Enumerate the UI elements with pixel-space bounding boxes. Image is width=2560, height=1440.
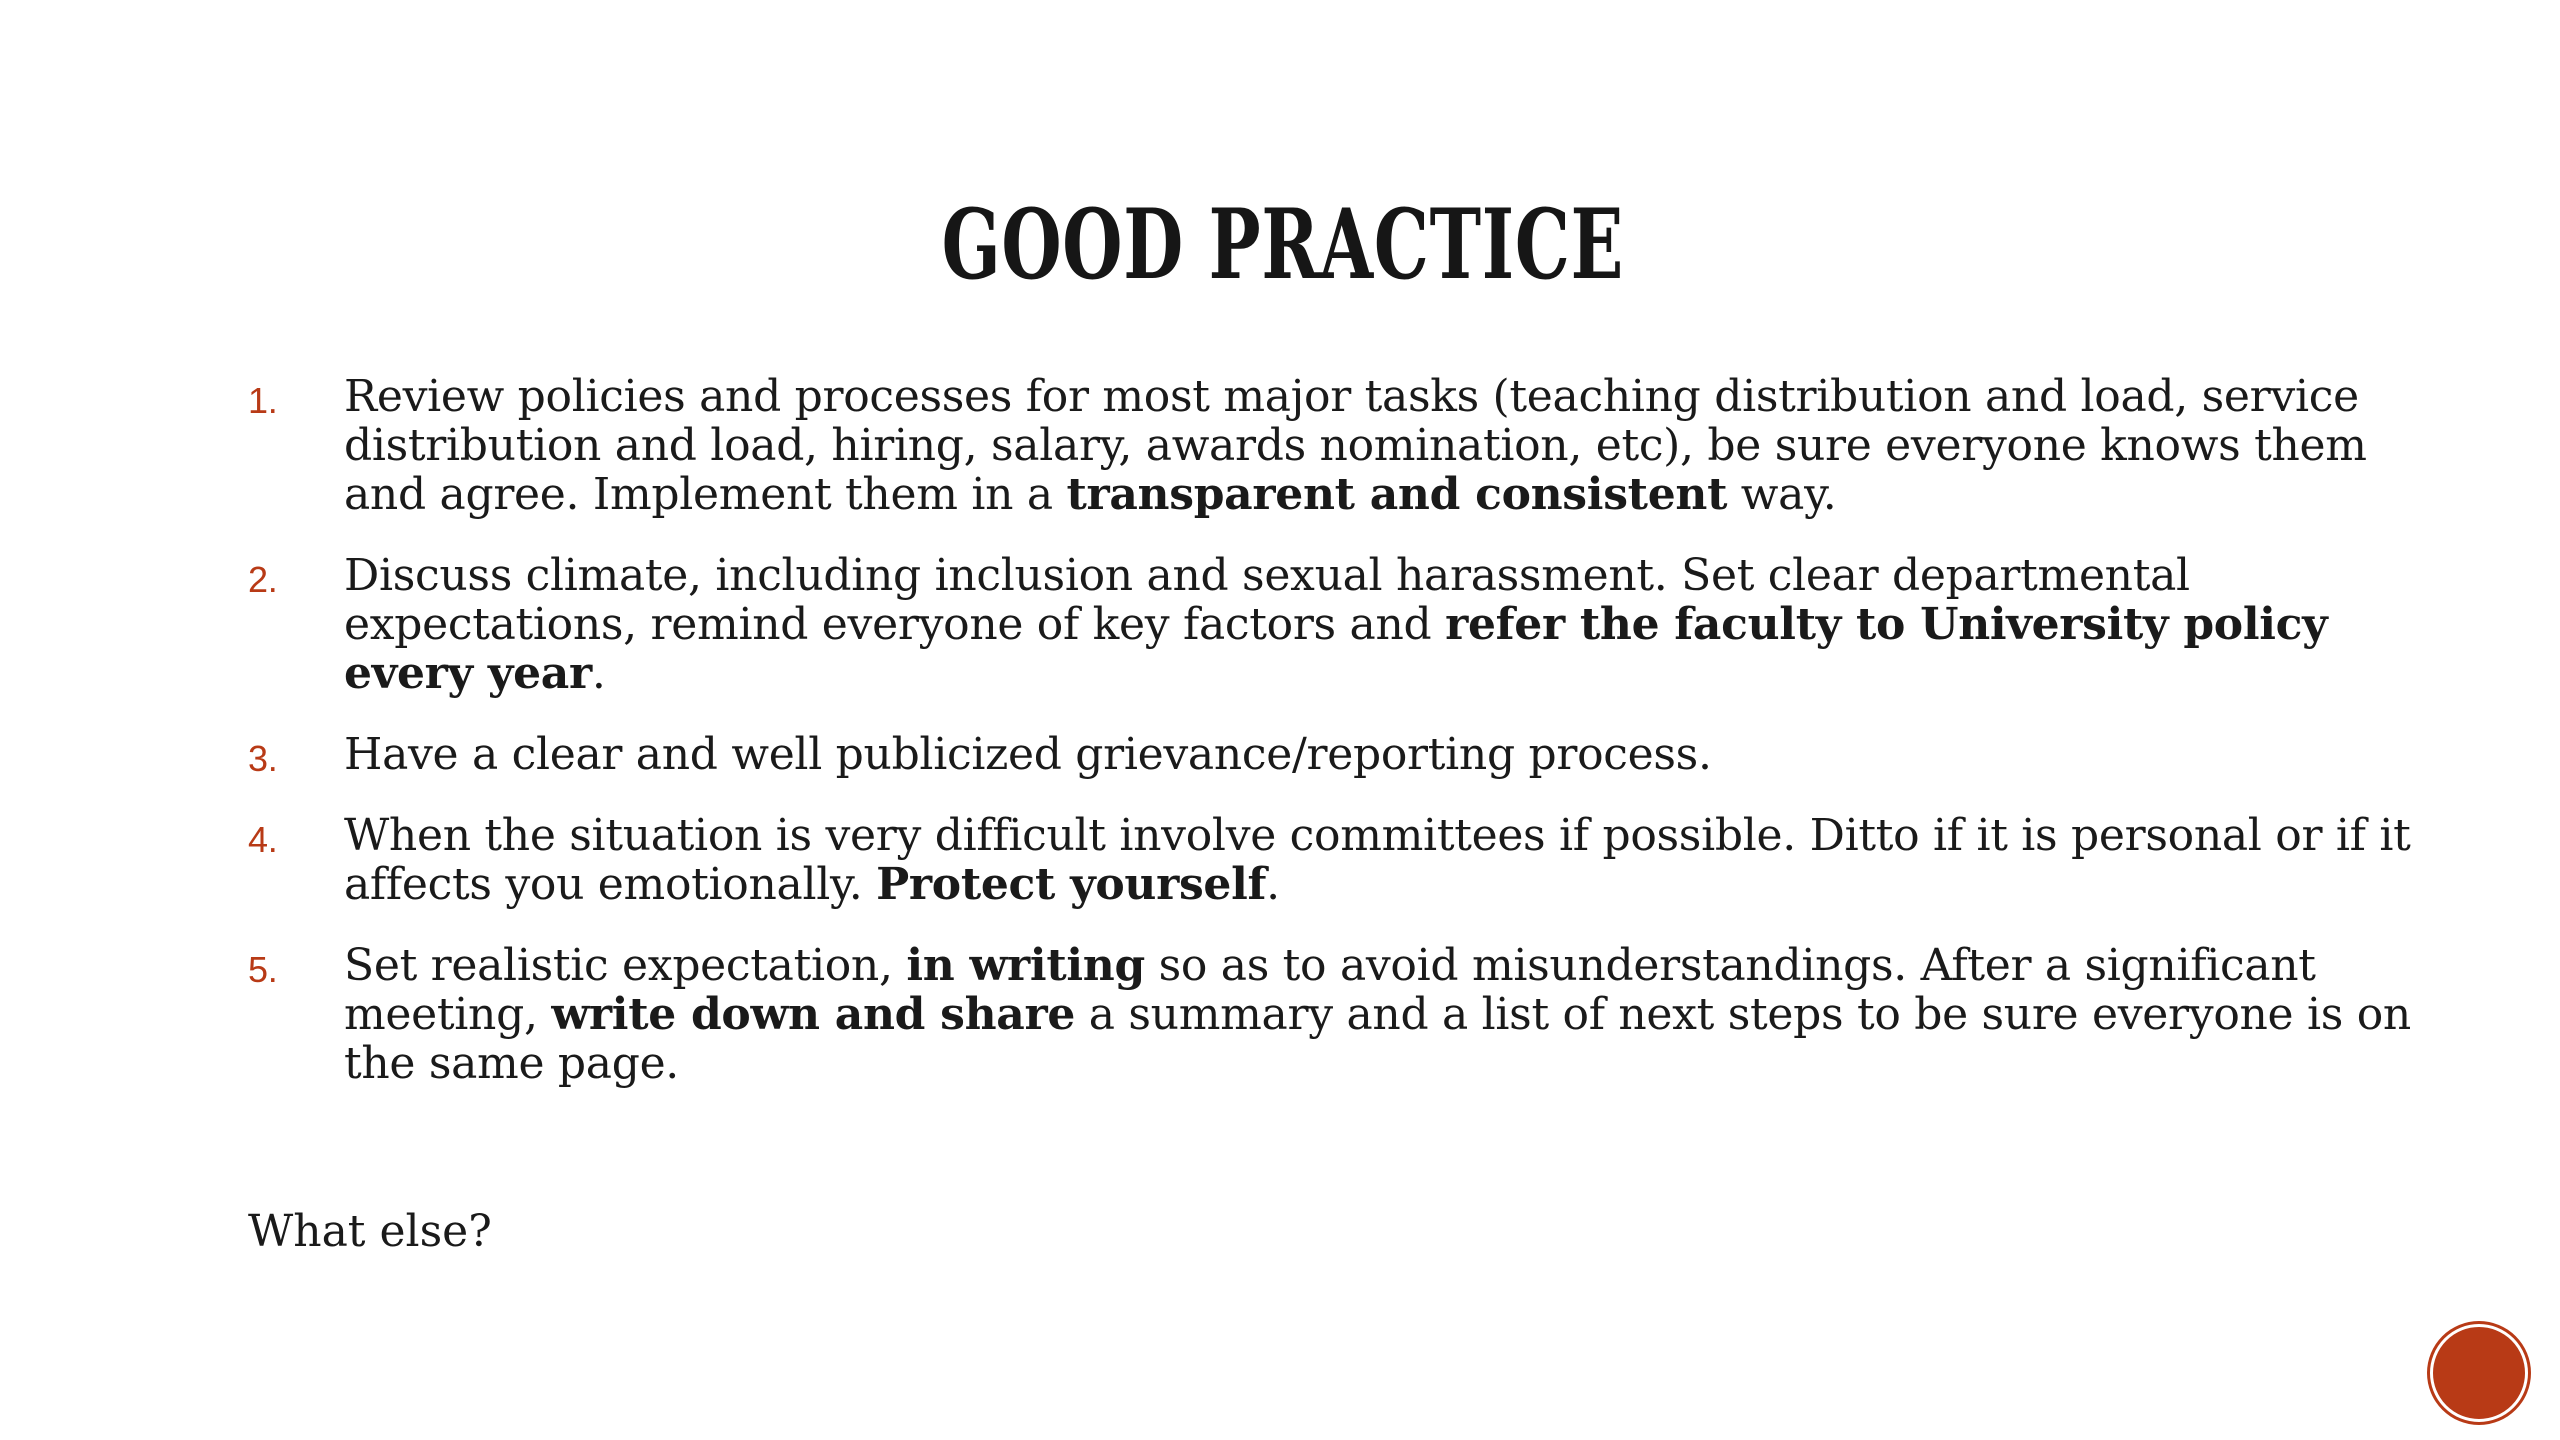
practice-list: [248, 372, 2448, 1120]
list-item: [248, 372, 2448, 519]
list-item-text: When the situation is very difficult involve committees if possible. Ditto if it is personal or if it affects you emotionally. Protect yourself.: [344, 810, 2411, 910]
list-item-text: Review policies and processes for most major tasks (teaching distribution and load, service distribution and load, hiring, salary, awards nomination, etc), be sure everyone knows them and agree. Implement them in a transparent and consistent way.: [344, 371, 2367, 520]
list-item: [248, 941, 2448, 1088]
closing-question: What else?: [248, 1206, 492, 1257]
slide-number-badge: [2430, 1324, 2528, 1422]
list-item: [248, 730, 2448, 779]
list-item-text: Have a clear and well publicized grievance/reporting process.: [344, 729, 1712, 780]
slide-title: GOOD PRACTICE: [941, 188, 1624, 301]
list-item-text: Set realistic expectation, in writing so as to avoid misunderstandings. After a significant meeting, write down and share a summary and a list of next steps to be sure everyone is on the same page.: [344, 940, 2411, 1089]
list-item-number: 5.: [248, 949, 278, 990]
list-item-number: 1.: [248, 380, 278, 421]
list-item-number: 2.: [248, 559, 278, 600]
list-item-number: 4.: [248, 819, 278, 860]
list-item: [248, 811, 2448, 909]
list-item: [248, 551, 2448, 698]
list-item-text: Discuss climate, including inclusion and sexual harassment. Set clear departmental expectations, remind everyone of key factors and refer the faculty to University policy every year.: [344, 550, 2328, 699]
list-item-number: 3.: [248, 738, 278, 779]
